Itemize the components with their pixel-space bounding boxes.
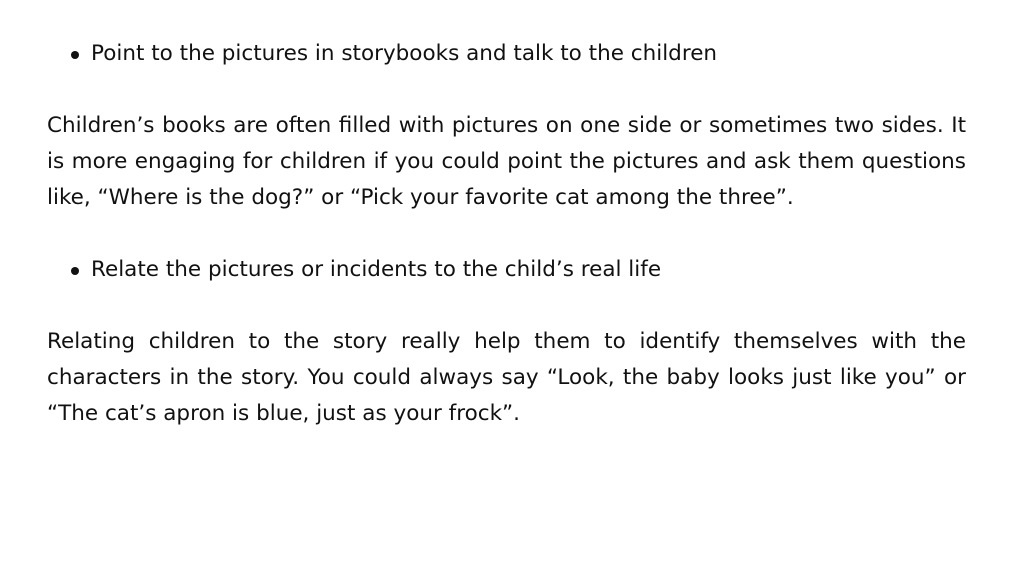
bullet-item bbox=[71, 36, 966, 72]
bullet-text: Point to the pictures in storybooks and talk to the children bbox=[91, 41, 718, 66]
spacer bbox=[47, 72, 966, 108]
bullet-list-1 bbox=[47, 36, 966, 72]
bullet-item bbox=[71, 252, 966, 288]
spacer bbox=[47, 288, 966, 324]
bullet-dot-icon bbox=[71, 51, 79, 59]
bullet-text: Relate the pictures or incidents to the child’s real life bbox=[91, 257, 662, 282]
bullet-list-2 bbox=[47, 252, 966, 288]
bullet-dot-icon bbox=[71, 267, 79, 275]
paragraph: Children’s books are often filled with pictures on one side or sometimes two sides. It is more engaging for children if you could point the pictures and ask them questions like, “Where is the dog?” or “Pick your favorite cat among the three”. bbox=[47, 113, 966, 210]
spacer bbox=[47, 216, 966, 252]
paragraph: Relating children to the story really help them to identify themselves with the characters in the story. You could always say “Look, the baby looks just like you” or “The cat’s apron is blue, just as your frock”. bbox=[47, 329, 966, 426]
